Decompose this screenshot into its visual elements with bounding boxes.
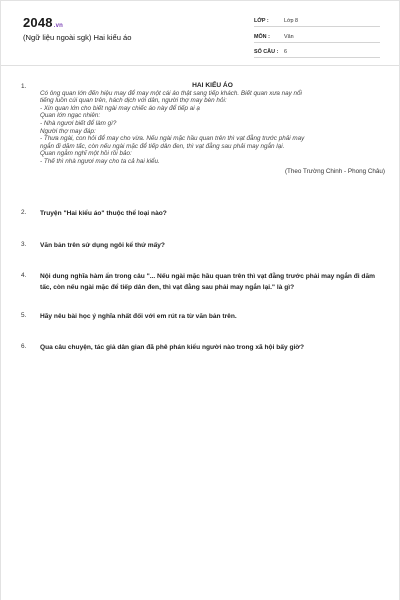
passage-line: - Thế thì nhà ngươi may cho ta cả hai kiểu. [40,157,160,165]
question-item [21,312,381,323]
question-number: 4. [21,272,27,279]
header-divider [1,65,400,66]
reading-passage [40,82,385,175]
question-text: Qua câu chuyện, tác giả dân gian đã phê phán kiểu người nào trong xã hội bấy giờ? [40,344,305,351]
passage-line: Người thợ may đáp: [40,127,96,135]
meta-value: 6 [284,49,287,55]
question-text: Văn bản trên sử dụng ngôi kể thứ mấy? [40,242,165,249]
meta-row-count [254,45,380,58]
passage-line: Có ông quan lớn đến hiệu may để may một cái áo thật sang tiếp khách. Biết quan xưa nay nổi [40,89,302,97]
passage-line: - Nhà ngươi biết để làm gì? [40,119,117,127]
site-logo[interactable] [23,15,63,30]
question-text: Hãy nêu bài học ý nghĩa nhất đối với em rút ra từ văn bản trên. [40,313,237,320]
logo-text: 2048 [23,15,53,30]
passage-source: (Theo Trường Chinh - Phong Châu) [284,167,385,175]
document-title: (Ngữ liệu ngoài sgk) Hai kiểu áo [23,33,132,42]
question-number: 1. [21,83,27,90]
question-item [21,241,381,252]
question-text: Nội dung nghĩa hàm ẩn trong câu "... Nếu ngài mặc hầu quan trên thì vạt đằng trước phải may ngắn đi dăm tấc, còn nếu ngài mặc để tiếp dân đen, thì vạt đằng sau phải may ngắn lại." là gì? [40,273,375,291]
question-item [21,209,381,220]
meta-label: MÔN : [254,33,270,40]
meta-value: Lớp 8 [284,18,299,24]
question-number: 3. [21,241,27,248]
passage-line: ngắn đi dăm tấc, còn nếu ngài mặc để tiếp dân đen, thì vạt đằng sau phải may ngắn lại. [40,142,285,150]
question-number: 2. [21,209,27,216]
meta-label: LỚP : [254,18,269,24]
passage-line: tiếng luồn cúi quan trên, hách dịch với dân, người thợ may bèn hỏi: [40,97,227,105]
logo-tld: .vn [53,23,64,29]
question-item [21,343,381,354]
meta-info [254,14,380,61]
meta-value: Văn [284,33,294,40]
question-number: 6. [21,343,27,350]
question-text: Truyện "Hai kiểu áo" thuộc thể loại nào? [40,210,167,217]
question-number: 5. [21,312,27,319]
meta-label: SỐ CÂU : [254,49,279,55]
passage-title: HAI KIỂU ÁO [192,82,233,89]
passage-line: Quan ngẫm nghĩ một hồi rồi bảo: [40,150,132,158]
meta-row-class [254,14,380,27]
question-item [21,272,381,293]
passage-line: - Thưa ngài, con hỏi để may cho vừa. Nếu ngài mặc hầu quan trên thì vạt đằng trước phải may [40,135,305,143]
passage-line: - Xin quan lớn cho biết ngài may chiếc áo này để tiếp ai ạ [40,104,200,112]
meta-row-subject [254,30,380,43]
passage-line: Quan lớn ngạc nhiên: [40,112,101,120]
